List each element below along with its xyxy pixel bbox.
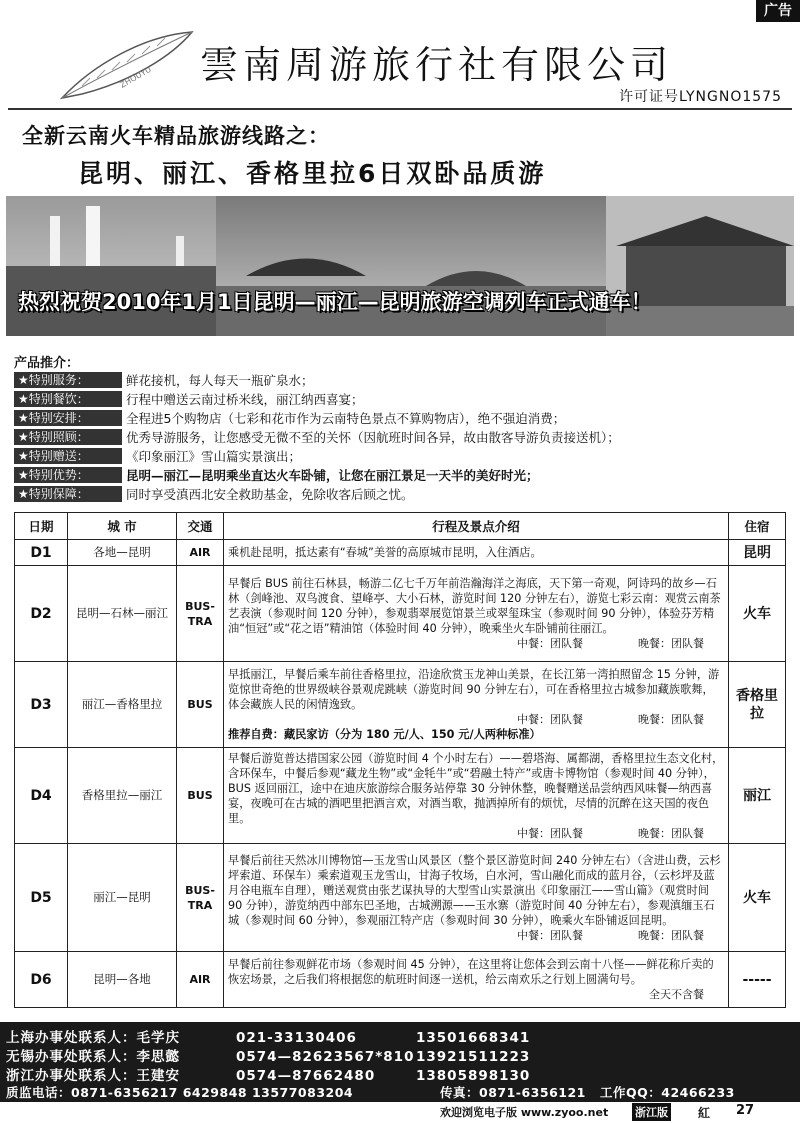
feature-item (14, 484, 794, 503)
ad-tag: 广告 (756, 0, 800, 22)
feature-label: ★特别服务： (14, 372, 122, 388)
day-cell: D2 (15, 566, 68, 662)
day-cell: D6 (15, 952, 68, 1008)
table-header-row (15, 513, 786, 540)
table-row (15, 662, 786, 748)
feature-item (14, 427, 794, 446)
transport-cell: BUS (177, 662, 224, 748)
header (0, 22, 800, 108)
feature-label: ★特别安排： (14, 410, 122, 426)
header-itinerary: 行程及景点介绍 (224, 513, 729, 540)
feature-text: 昆明—丽江—昆明乘坐直达火车卧铺，让您在丽江景足一天半的美好时光； (126, 467, 539, 483)
city-cell: 各地—昆明 (68, 540, 177, 566)
photo-strip (6, 196, 794, 336)
feature-item (14, 465, 794, 484)
feature-label: ★特别保障： (14, 486, 122, 502)
table-row (15, 748, 786, 844)
feather-logo-icon (52, 26, 202, 106)
company-name: 雲南周游旅行社有限公司 (200, 43, 674, 87)
itinerary-text: 早餐后前往天然冰川博物馆—玉龙雪山风景区（整个景区游览时间 240 分钟左右）（含进山费，云杉坪索道、环保车）乘索道观玉龙雪山，甘海子牧场，白水河，雪山融化而成的蓝月谷，（云杉坪及蓝月谷电瓶车自理），赠送观赏由张艺谋执导的大型雪山实景演出《印象丽江——雪山篇》（观赏时间 90 分钟），游览纳西中部东巴圣地，古城溯源——玉水寨（游览时间 40 分钟左右），参观滇缅玉石城（参观时间 60 分钟），参观丽江特产店（参观时间 30 分钟），晚乘火车卧铺返回昆明。 (228, 853, 721, 927)
website-link[interactable]: 欢迎浏览电子版 www.zyoo.net (440, 1106, 609, 1119)
itinerary-cell (224, 748, 729, 844)
feature-text: 全程进5个购物店（七彩和花市作为云南特色景点不算购物店），绝不强迫消费； (126, 410, 566, 426)
itinerary-text: 早餐后 BUS 前往石林县，畅游二亿七千万年前浩瀚海洋之海底，天下第一奇观，阿诗玛的故乡—石林（剑峰池、双鸟渡食、望峰亭、大小石林，游览时间 120 分钟左右），游览七彩云南：观赏云南茶艺表演（参观时间 120 分钟），参观翡翠展览馆景兰或翠玺珠宝（参观时间 90 分钟），体验芬芳精油“恒冠”或“花之语”精油馆（体验时间 40 分钟），晚乘坐火车卧铺前往丽江。 (228, 577, 721, 635)
itinerary-text: 早餐后前往参观鲜花市场（参观时间 45 分钟），在这里将让您体会到云南十八怪——鲜花称斤卖的恢宏场景，之后我们将根据您的航班时间逐一送机，给云南欢乐之行划上圆满句号。 (228, 958, 714, 986)
feature-item (14, 408, 794, 427)
table-row (15, 844, 786, 952)
divider (8, 108, 792, 110)
city-cell: 昆明—各地 (68, 952, 177, 1008)
table-row (15, 952, 786, 1008)
itinerary-table (14, 512, 786, 1008)
itinerary-text: 早餐后游览普达措国家公园（游览时间 4 个小时左右）——碧塔海、属都湖，香格里拉生态文化村，含环保车，中餐后参观“藏龙生物”或“金牦牛”或“碧融土特产”或唐卡博物馆（参观时间 40 分钟），BUS 返回丽江，途中在迪庆旅游综合服务站停靠 30 分钟休整，晚餐赠送品尝纳西风味餐—纳西喜宴，夜晚可在古城的酒吧里把酒言欢，对酒当歌，抛洒掉所有的烦忧，尽情的沉醉在这天国的夜色里。 (228, 751, 724, 825)
lodging-cell: 丽江 (729, 748, 786, 844)
transport-cell: AIR (177, 540, 224, 566)
city-cell: 昆明—石林—丽江 (68, 566, 177, 662)
feature-text: 《印象丽江》雪山篇实景演出； (126, 448, 302, 464)
itinerary-cell (224, 844, 729, 952)
feature-text: 鲜花接机，每人每天一瓶矿泉水； (126, 372, 314, 388)
meal-info: 中餐：团队餐 晚餐：团队餐 (517, 826, 704, 840)
feature-text: 优秀导游服务，让您感受无微不至的关怀（因航班时间各异，故由散客导游负责接送机）； (126, 429, 620, 445)
contact-wuxi: 无锡办事处联系人：李思懿 0574—82623567*810 13921511223 (6, 1049, 531, 1065)
contact-footer (0, 1022, 800, 1102)
itinerary-text: 早抵丽江，早餐后乘车前往香格里拉，沿途欣赏玉龙神山美景，在长江第一湾拍照留念 15 分钟，游览惊世奇绝的世界级峡谷景观虎跳峡（游览时间 90 分钟左右），可在香格里拉古城参加藏族歌舞，体会藏族人民的闲情逸致。 (228, 668, 720, 711)
day-cell: D1 (15, 540, 68, 566)
meal-info: 中餐：团队餐 晚餐：团队餐 (517, 928, 704, 942)
edition-badge: 浙江版 (632, 1103, 671, 1121)
header-date: 日期 (15, 513, 68, 540)
itinerary-cell (224, 566, 729, 662)
lodging-cell: 香格里拉 (729, 662, 786, 748)
route-intro: 全新云南火车精品旅游线路之： (22, 124, 330, 148)
itinerary-cell (224, 540, 729, 566)
lodging-cell: 火车 (729, 566, 786, 662)
color-mark: 紅 (698, 1106, 711, 1120)
table-row (15, 540, 786, 566)
logo-text: ZHOUYU (118, 64, 153, 90)
day-cell: D4 (15, 748, 68, 844)
day-cell: D3 (15, 662, 68, 748)
feature-label: ★特别餐饮： (14, 391, 122, 407)
city-cell: 丽江—香格里拉 (68, 662, 177, 748)
header-transport: 交通 (177, 513, 224, 540)
transport-cell: BUS (177, 748, 224, 844)
feature-list (14, 370, 794, 503)
feature-label: ★特别赠送： (14, 448, 122, 464)
route-title: 昆明、丽江、香格里拉6日双卧品质游 (78, 159, 547, 188)
itinerary-cell (224, 952, 729, 1008)
day-cell: D5 (15, 844, 68, 952)
page-number: 27 (736, 1103, 755, 1118)
optional-expense: 推荐自费：藏民家访（分为 180 元/人、150 元/人两种标准） (228, 728, 541, 741)
feature-item (14, 446, 794, 465)
meal-info: 全天不含餐 (649, 988, 704, 1001)
lodging-cell: 昆明 (729, 540, 786, 566)
transport-cell: AIR (177, 952, 224, 1008)
lodging-cell: ----- (729, 952, 786, 1008)
product-intro-title: 产品推介： (14, 356, 80, 371)
itinerary-cell (224, 662, 729, 748)
transport-cell: BUS-TRA (177, 566, 224, 662)
license-number: 许可证号LYNGNO1575 (619, 89, 782, 105)
header-city: 城 市 (68, 513, 177, 540)
banner-text: 热烈祝贺2010年1月1日昆明—丽江—昆明旅游空调列车正式通车！ (18, 290, 652, 314)
supervision-line: 质监电话：0871-6356217 6429848 13577083204 传真：0871-6356121 工作QQ：42466233 (6, 1085, 735, 1100)
table-row (15, 566, 786, 662)
feature-label: ★特别优势： (14, 467, 122, 483)
feature-item (14, 389, 794, 408)
itinerary-text: 乘机赴昆明，抵达素有“春城”美誉的高原城市昆明，入住酒店。 (228, 546, 542, 559)
meal-info: 中餐：团队餐 晚餐：团队餐 (517, 637, 704, 650)
feature-item (14, 370, 794, 389)
city-cell: 丽江—昆明 (68, 844, 177, 952)
header-lodging: 住宿 (729, 513, 786, 540)
city-cell: 香格里拉—丽江 (68, 748, 177, 844)
transport-cell: BUS-TRA (177, 844, 224, 952)
feature-label: ★特别照顾： (14, 429, 122, 445)
contact-shanghai: 上海办事处联系人：毛学庆 021-33130406 13501668341 (6, 1030, 531, 1046)
feature-text: 行程中赠送云南过桥米线，丽江纳西喜宴； (126, 391, 364, 407)
contact-zhejiang: 浙江办事处联系人：王建安 0574—87662480 13805898130 (6, 1068, 531, 1084)
feature-text: 同时享受滇西北安全救助基金，免除收客后顾之忧。 (126, 486, 414, 502)
meal-info: 中餐：团队餐 晚餐：团队餐 (517, 713, 704, 726)
lodging-cell: 火车 (729, 844, 786, 952)
bottom-bar (0, 1102, 800, 1123)
